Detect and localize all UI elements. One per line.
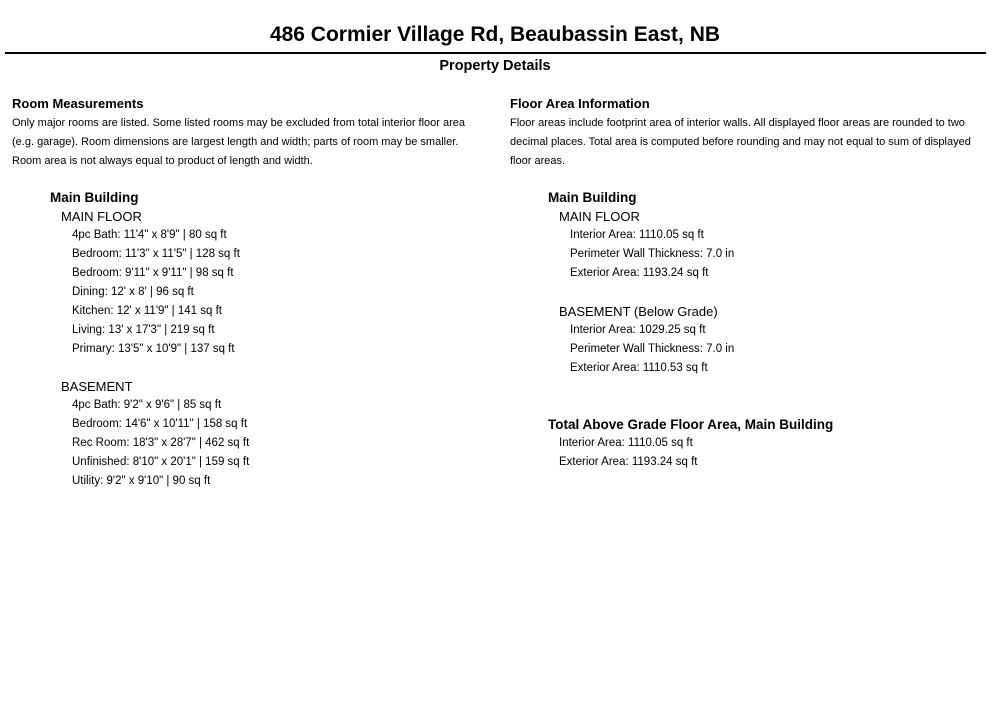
area-building-heading: Main Building (548, 190, 637, 205)
note-line: Floor areas include footprint area of interior walls. All displayed floor areas are rounded to two (510, 117, 965, 129)
page-title: 486 Cormier Village Rd, Beaubassin East, NB (269, 23, 721, 46)
note-line: (e.g. garage). Room dimensions are largest length and width; parts of room may be smaller. (12, 136, 459, 148)
total-line: Interior Area: 1110.05 sq ft (559, 437, 693, 449)
room-line: Bedroom: 11'3" x 11'5" | 128 sq ft (72, 248, 240, 260)
note-line: floor areas. (510, 155, 566, 167)
area-floor-main (559, 207, 734, 283)
page-subtitle: Property Details (439, 58, 551, 74)
room-measurements-heading: Room Measurements (12, 96, 144, 111)
room-line: 4pc Bath: 11'4" x 8'9" | 80 sq ft (72, 229, 227, 241)
floor-name: MAIN FLOOR (559, 209, 640, 224)
note-line: Only major rooms are listed. Some listed rooms may be excluded from total interior floor area (12, 117, 466, 129)
note-line: Room area is not always equal to product of length and width. (12, 155, 313, 167)
room-line: Living: 13' x 17'3" | 219 sq ft (72, 324, 215, 336)
area-line: Exterior Area: 1193.24 sq ft (570, 267, 709, 279)
note-line: decimal places. Total area is computed before rounding and may not equal to sum of displayed (510, 136, 971, 148)
room-line: Unfinished: 8'10" x 20'1" | 159 sq ft (72, 456, 250, 468)
room-line: Kitchen: 12' x 11'9" | 141 sq ft (72, 305, 222, 317)
room-line: Primary: 13'5" x 10'9" | 137 sq ft (72, 343, 235, 355)
floor-area-note (510, 114, 996, 171)
area-line: Interior Area: 1029.25 sq ft (570, 324, 706, 336)
room-measurements-note (12, 114, 490, 171)
room-line: Utility: 9'2" x 9'10" | 90 sq ft (72, 475, 211, 487)
room-line: Bedroom: 9'11" x 9'11" | 98 sq ft (72, 267, 234, 279)
title-divider (5, 52, 986, 54)
floor-area-heading: Floor Area Information (510, 96, 650, 111)
room-line: Bedroom: 14'6" x 10'11" | 158 sq ft (72, 418, 248, 430)
total-area-heading: Total Above Grade Floor Area, Main Building (548, 417, 834, 432)
area-floor-basement (559, 302, 734, 378)
floor-area-section (510, 95, 996, 468)
room-building-heading: Main Building (50, 190, 139, 205)
area-line: Perimeter Wall Thickness: 7.0 in (570, 248, 735, 260)
area-line: Interior Area: 1110.05 sq ft (570, 229, 704, 241)
total-area-values (559, 434, 698, 472)
floor-name: BASEMENT (61, 379, 133, 394)
room-measurements-section (12, 95, 490, 487)
room-floor-basement (61, 377, 249, 491)
floor-name: BASEMENT (Below Grade) (559, 304, 718, 319)
total-line: Exterior Area: 1193.24 sq ft (559, 456, 698, 468)
floor-name: MAIN FLOOR (61, 209, 142, 224)
room-floor-main (61, 207, 240, 359)
room-line: Rec Room: 18'3" x 28'7" | 462 sq ft (72, 437, 250, 449)
area-line: Exterior Area: 1110.53 sq ft (570, 362, 708, 374)
room-line: 4pc Bath: 9'2" x 9'6" | 85 sq ft (72, 399, 222, 411)
area-line: Perimeter Wall Thickness: 7.0 in (570, 343, 735, 355)
room-line: Dining: 12' x 8' | 96 sq ft (72, 286, 194, 298)
